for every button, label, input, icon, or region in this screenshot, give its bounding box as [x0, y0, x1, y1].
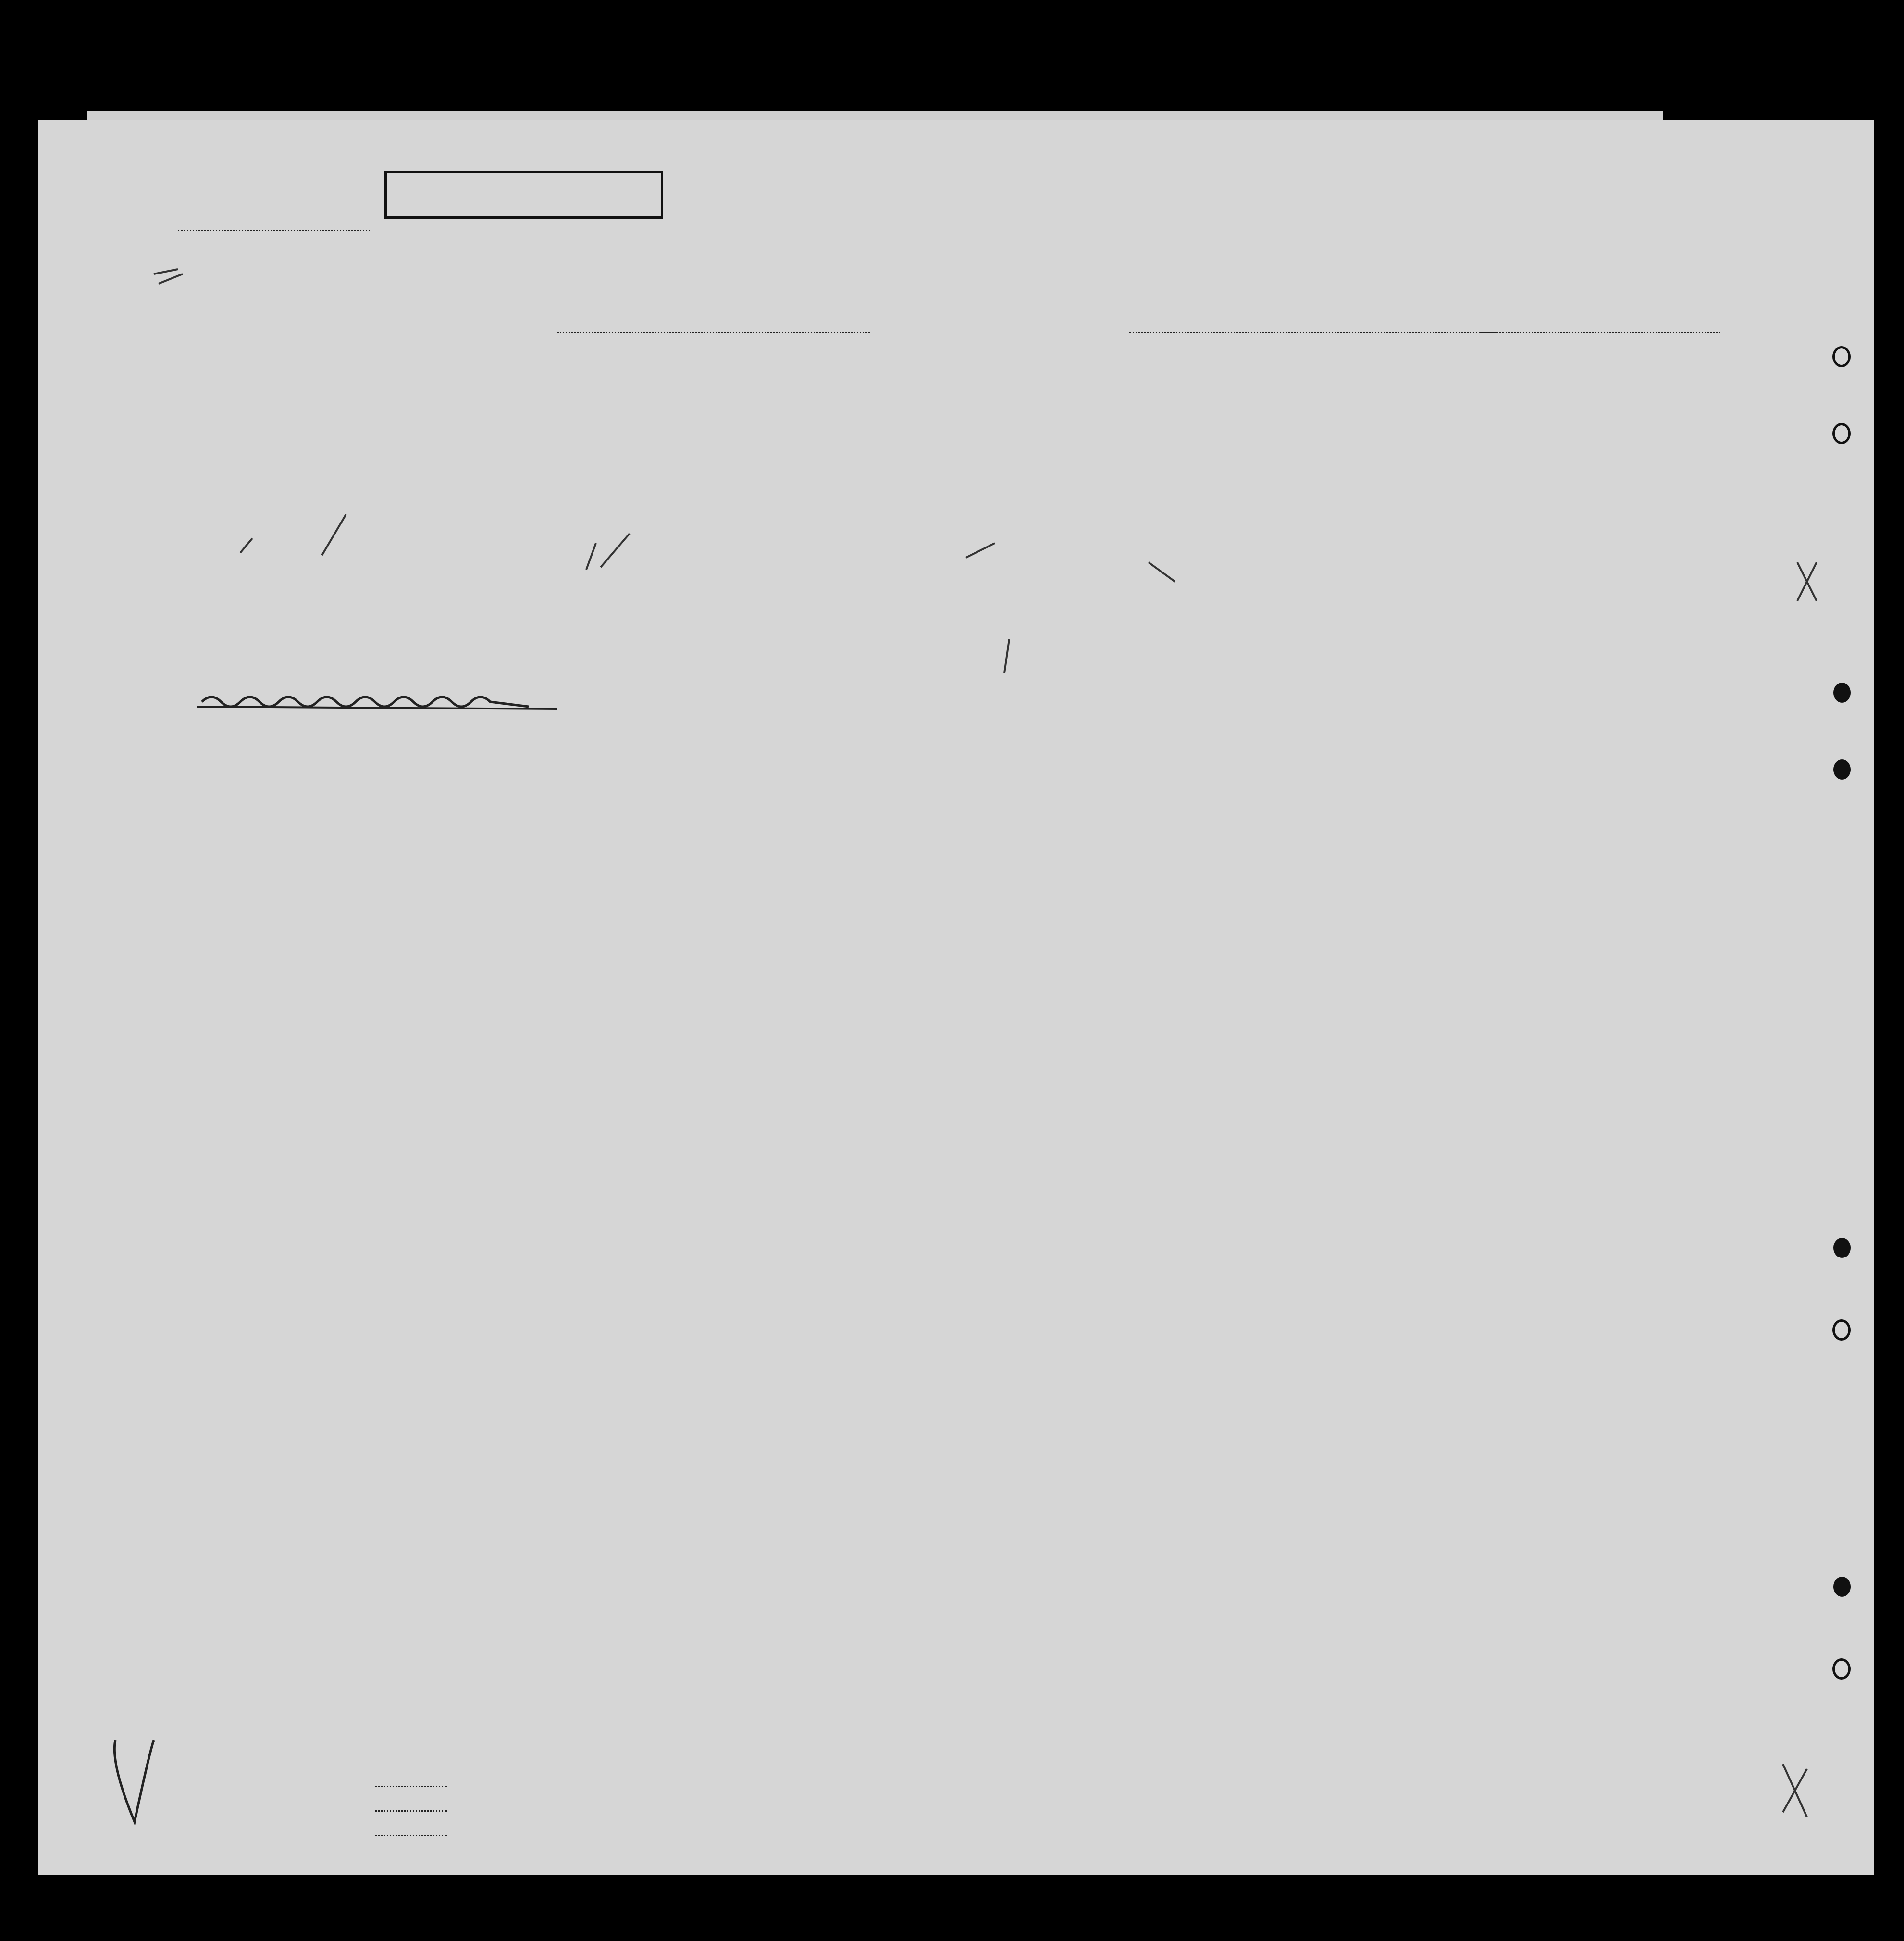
- vise-approval-stamp: [384, 171, 663, 219]
- binder-hole: [1832, 1658, 1851, 1680]
- binder-hole: [1832, 423, 1851, 444]
- binder-hole: [1833, 1238, 1851, 1258]
- date-line: [1480, 332, 1720, 333]
- footer-total-line: [375, 1786, 447, 1787]
- list-line: [178, 230, 370, 231]
- binder-hole: [1833, 759, 1851, 780]
- footer-aliens-line: [375, 1835, 447, 1836]
- port-line: [1129, 332, 1504, 333]
- check-marks: [38, 120, 1874, 1875]
- manifest-sheet: [38, 120, 1874, 1875]
- footer-citizens-line: [375, 1810, 447, 1812]
- binder-hole: [1832, 346, 1851, 367]
- signature: [192, 683, 577, 726]
- binder-hole: [1832, 1319, 1851, 1341]
- ship-line: [557, 332, 870, 333]
- binder-hole: [1833, 1577, 1851, 1597]
- binder-hole: [1833, 683, 1851, 703]
